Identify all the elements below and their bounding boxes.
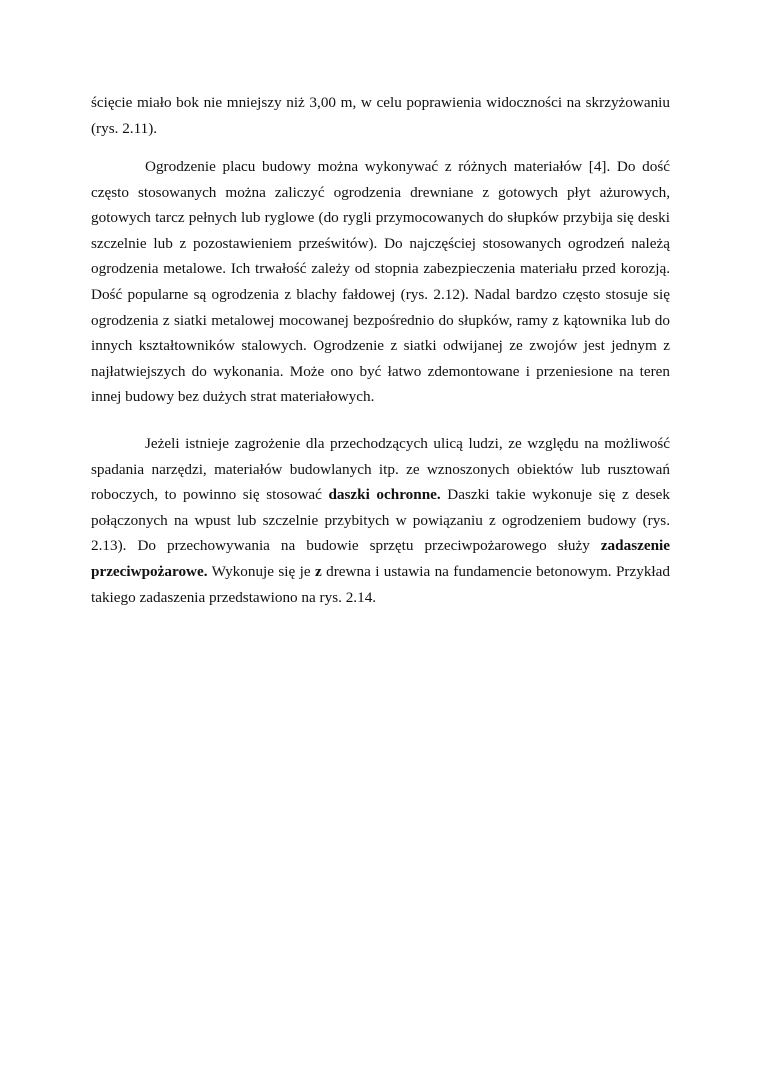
bold-term-daszki-ochronne: daszki ochronne. [328, 486, 441, 504]
text-run: Wykonuje się je [207, 562, 315, 580]
bold-term-zadaszenie-przeciwpozarowe: zadaszenie przeciwpożarowe. [91, 537, 670, 580]
paragraph-fencing [91, 154, 670, 410]
text-run: ścięcie miało bok nie mniejszy niż 3,00 m, w celu poprawienia widoczności na skrzyżowaniu (rys. 2.11). [91, 94, 670, 137]
paragraph-protective-roofs [91, 431, 670, 610]
text-run: drewna i ustawia na fundamencie betonowym. Przykład takiego zadaszenia przedstawiono na rys. 2.14. [91, 562, 670, 606]
text-run: Ogrodzenie placu budowy można wykonywać z różnych materiałów [4]. Do dość często stosowanych można zaliczyć ogrodzenia drewniane z gotowych płyt ażurowych, gotowych tarcz pełnych lub ryglowe (do rygli przymocowanych do słupków przybija się deski szczelnie lub z pozostawieniem prześwitów). Do najczęściej stosowanych ogrodzeń należą ogrodzenia metalowe. Ich trwałość zależy od stopnia zabezpieczenia materiału przed korozją. Dość popularne są ogrodzenia z blachy fałdowej (rys. 2.12). Nadal bardzo często stosuje się ogrodzenia z siatki metalowej mocowanej bezpośrednio do słupków, ramy z kątownika lub do innych kształtowników stalowych. Ogrodzenie z siatki odwijanej ze zwojów jest jednym z najłatwiejszych do wykonania. Może ono być łatwo zdemontowane i przeniesione na teren innej budowy bez dużych strat materiałowych. [91, 158, 670, 406]
text-run: Jeżeli istnieje zagrożenie dla przechodzących ulicą ludzi, ze względu na możliwość spadania narzędzi, materiałów budowlanych itp. ze wznoszonych obiektów lub rusztowań roboczych, to powinno się stosować [91, 435, 670, 504]
paragraph-continuation [91, 90, 670, 141]
text-run: Daszki takie wykonuje się z desek połączonych na wpust lub szczelnie przybitych w powiązaniu z ogrodzeniem budowy (rys. 2.13). Do przechowywania na budowie sprzętu przeciwpożarowego służy [91, 486, 670, 555]
bold-letter-z: z [314, 562, 322, 580]
